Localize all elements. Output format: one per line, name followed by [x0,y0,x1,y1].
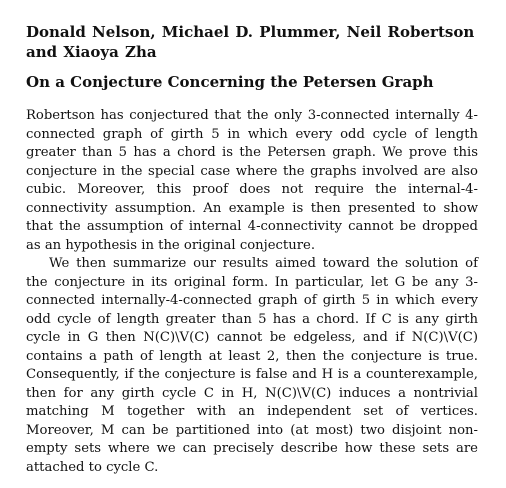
abstract-paragraph-2: We then summarize our results aimed toward the solution of the conjecture in its original form. In particular, let G be any 3-connected internally-4-connected graph of girth 5 in which every odd cycle of length greater than 5 has a chord. If C is any girth cycle in G then N(C)\V(C) cannot be edgeless, and if N(C)\V(C) contains a path of length at least 2, then the conjecture is true. Consequently, if the conjecture is false and H is a counterexample, then for any girth cycle C in H, N(C)\V(C) induces a nontrivial matching M together with an independent set of vertices. Moreover, M can be partitioned into (at most) two disjoint non-empty sets where we can precisely describe how these sets are attached to cycle C. [26,256,478,475]
abstract [26,107,478,477]
paper-title: On a Conjecture Concerning the Petersen Graph [26,73,434,91]
paper-page [26,22,478,477]
abstract-paragraph-1: Robertson has conjectured that the only 3-connected internally 4-connected graph of girth 5 in which every odd cycle of length greater than 5 has a chord is the Petersen graph. We prove this conjecture in the special case where the graphs involved are also cubic. Moreover, this proof does not require the internal-4-connectivity assumption. An example is then presented to show that the assumption of internal 4-connectivity cannot be dropped as an hypothesis in the original conjecture. [26,108,478,253]
paper-authors: Donald Nelson, Michael D. Plummer, Neil Robertson and Xiaoya Zha [26,23,475,61]
